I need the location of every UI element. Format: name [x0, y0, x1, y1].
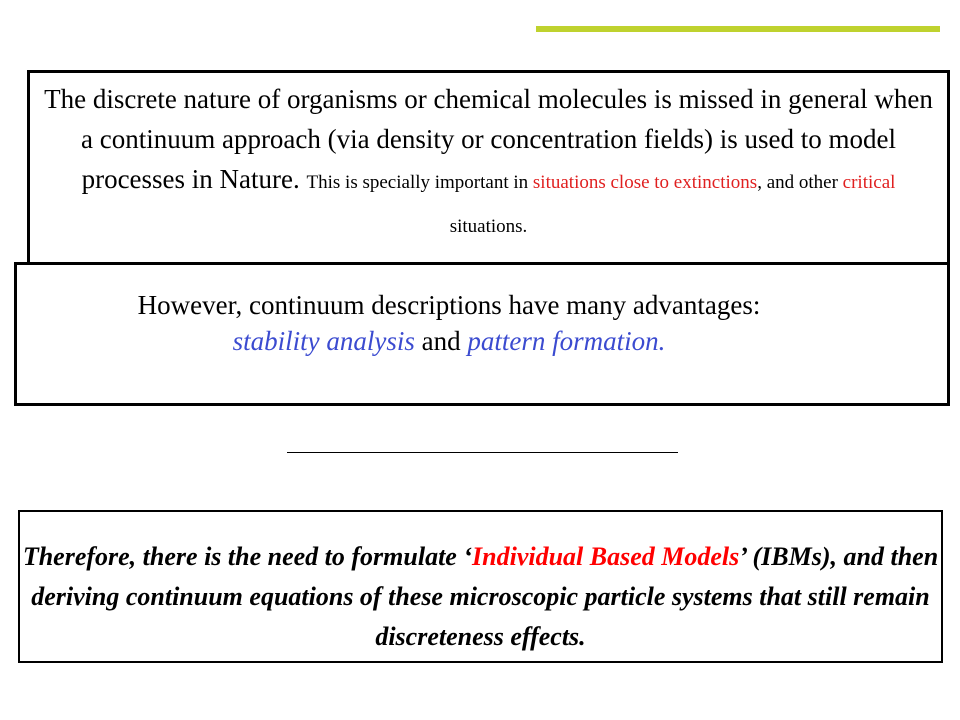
- discrete-nature-text: The discrete nature of organisms or chemical molecules is missed in general when a continuum approach (via density or concentration fields) is used to model processes in Nature.: [44, 84, 933, 194]
- ibm-highlight: Individual Based Models: [472, 542, 740, 571]
- other-text: , and other: [757, 172, 843, 193]
- continuum-advantages-box: [14, 262, 950, 406]
- importance-text: This is specially important in: [306, 172, 533, 193]
- conclusion-text-end: ’ (IBMs), and then deriving continuum equations of these microscopic particle systems that still remain discreteness effects.: [31, 542, 939, 651]
- advantages-list: [0, 323, 947, 359]
- advantages-heading: However, continuum descriptions have many advantages:: [137, 290, 761, 320]
- pattern-formation-highlight: pattern formation.: [467, 326, 666, 356]
- and-text: and: [414, 326, 468, 356]
- stability-analysis-highlight: stability analysis: [232, 326, 415, 356]
- separator-line: [287, 452, 678, 453]
- critical-highlight: critical: [842, 172, 896, 193]
- situations-text: situations.: [449, 216, 528, 237]
- discrete-nature-box: [27, 70, 950, 265]
- accent-bar: [536, 26, 940, 32]
- extinctions-highlight: situations close to extinctions: [532, 172, 758, 193]
- ibm-conclusion-box: [18, 510, 943, 663]
- conclusion-text-start: Therefore, there is the need to formulate ‘: [22, 542, 473, 571]
